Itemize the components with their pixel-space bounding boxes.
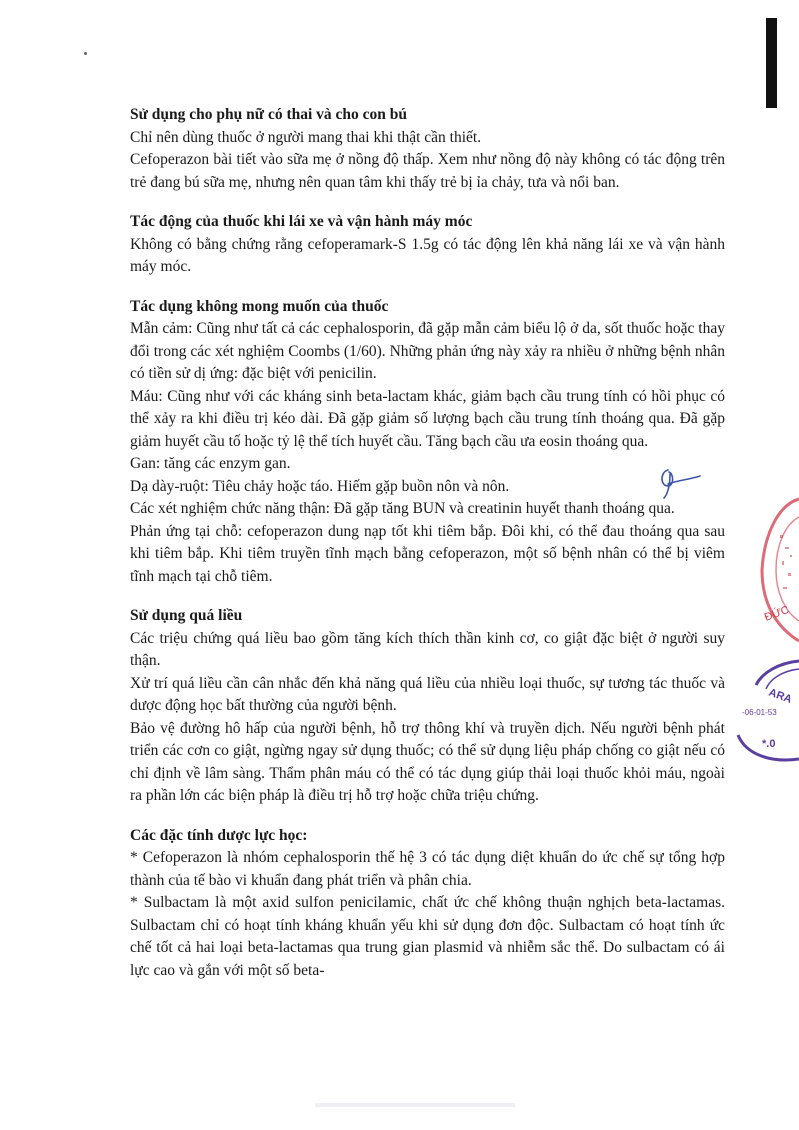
paragraph: * Cefoperazon là nhóm cephalosporin thế hệ 3 có tác dụng diệt khuẩn do ức chế sự tổng hợp thành của tế bào vi khuẩn đang phát triển và phân chia.	[130, 849, 725, 889]
document-content	[130, 104, 725, 999]
scan-smudge	[315, 1100, 515, 1110]
section-heading: Sử dụng quá liều	[130, 607, 243, 624]
section-driving	[130, 211, 725, 279]
purple-stamp-date: -06-01-53	[742, 708, 777, 717]
section-side-effects	[130, 296, 725, 589]
handwritten-signature	[654, 462, 704, 502]
purple-stamp-mark: *.0	[762, 738, 776, 750]
purple-stamp	[728, 655, 799, 775]
paragraph: Các triệu chứng quá liều bao gồm tăng kích thích thần kinh cơ, co giật đặc biệt ở người suy thận.	[130, 629, 725, 669]
section-heading: Tác dụng không mong muốn của thuốc	[130, 297, 389, 315]
paragraph: Xử trí quá liều cần cân nhắc đến khả năng quá liều của nhiều loại thuốc, sự tương tác thuốc và dược động học bất thường của người bệnh.	[130, 674, 725, 714]
section-heading: Tác động của thuốc khi lái xe và vận hành máy móc	[130, 213, 473, 230]
paragraph: Cefoperazon bài tiết vào sữa mẹ ở nồng độ thấp. Xem như nồng độ này không có tác động trên trẻ đang bú sữa mẹ, nhưng nên quan tâm khi thấy trẻ bị ỉa chảy, tưa và nổi ban.	[130, 151, 725, 191]
red-stamp	[738, 495, 799, 645]
paragraph: Máu: Cũng như với các kháng sinh beta-lactam khác, giảm bạch cầu trung tính có hồi phục có thể xảy ra khi điều trị kéo dài. Đã gặp giảm số lượng bạch cầu trung tính thoáng qua. Đã gặp giảm huyết cầu tố hoặc tỷ lệ thể tích huyết cầu. Tăng bạch cầu ưa eosin thoáng qua.	[130, 387, 725, 450]
paragraph: * Sulbactam là một axid sulfon penicilamic, chất ức chế không thuận nghịch beta-lactamas. Sulbactam chỉ có hoạt tính kháng khuẩn yếu khi sử dụng đơn độc. Sulbactam có hoạt tính ức chế tốt cả hai loại beta-lactamas qua trung gian plasmid và nhiễm sắc thể. Do sulbactam có ái lực cao và gắn với một số beta-	[130, 894, 725, 979]
red-stamp-text: ĐỨC	[762, 603, 791, 624]
scan-speck	[84, 52, 87, 55]
paragraph: Không có bằng chứng rằng cefoperamark-S 1.5g có tác động lên khả năng lái xe và vận hành máy móc.	[130, 235, 725, 275]
paragraph: Phản ứng tại chỗ: cefoperazon dung nạp tốt khi tiêm bắp. Đôi khi, có thể đau thoáng qua sau khi tiêm bắp. Khi tiêm truyền tĩnh mạch bằng cefoperazon, một số bệnh nhân có thể bị viêm tĩnh mạch tại chỗ tiêm.	[130, 522, 725, 585]
section-overdose	[130, 605, 725, 808]
section-pharmacodynamics	[130, 825, 725, 983]
paragraph: Các xét nghiệm chức năng thận: Đã gặp tăng BUN và creatinin huyết thanh thoáng qua.	[130, 500, 675, 517]
section-heading: Sử dụng cho phụ nữ có thai và cho con bú	[130, 106, 408, 123]
paragraph: Gan: tăng các enzym gan.	[130, 455, 291, 472]
purple-stamp-text: ARA	[766, 686, 794, 706]
paragraph: Chỉ nên dùng thuốc ở người mang thai khi thật cần thiết.	[130, 128, 482, 146]
paragraph: Dạ dày-ruột: Tiêu chảy hoặc táo. Hiếm gặp buồn nôn và nôn.	[130, 477, 510, 495]
paragraph: Mẫn cảm: Cũng như tất cả các cephalosporin, đã gặp mẫn cảm biểu lộ ở da, sốt thuốc hoặc thay đổi trong các xét nghiệm Coombs (1/60). Những phản ứng này xảy ra nhiều ở những bệnh nhân có tiền sử dị ứng: đặc biệt với penicilin.	[130, 320, 725, 382]
paragraph: Bảo vệ đường hô hấp của người bệnh, hỗ trợ thông khí và truyền dịch. Nếu người bệnh phát triển các cơn co giật, ngừng ngay sử dụng thuốc; có thể sử dụng liệu pháp chống co giật nếu có chỉ định về lâm sàng. Thẩm phân máu có thể có tác dụng giúp thải loại thuốc khỏi máu, ngoài ra phần lớn các biện pháp là điều trị hỗ trợ hoặc chữa triệu chứng.	[130, 719, 725, 804]
section-heading: Các đặc tính dược lực học:	[130, 826, 308, 844]
section-pregnancy	[130, 104, 725, 194]
scan-edge-mark	[766, 18, 777, 108]
